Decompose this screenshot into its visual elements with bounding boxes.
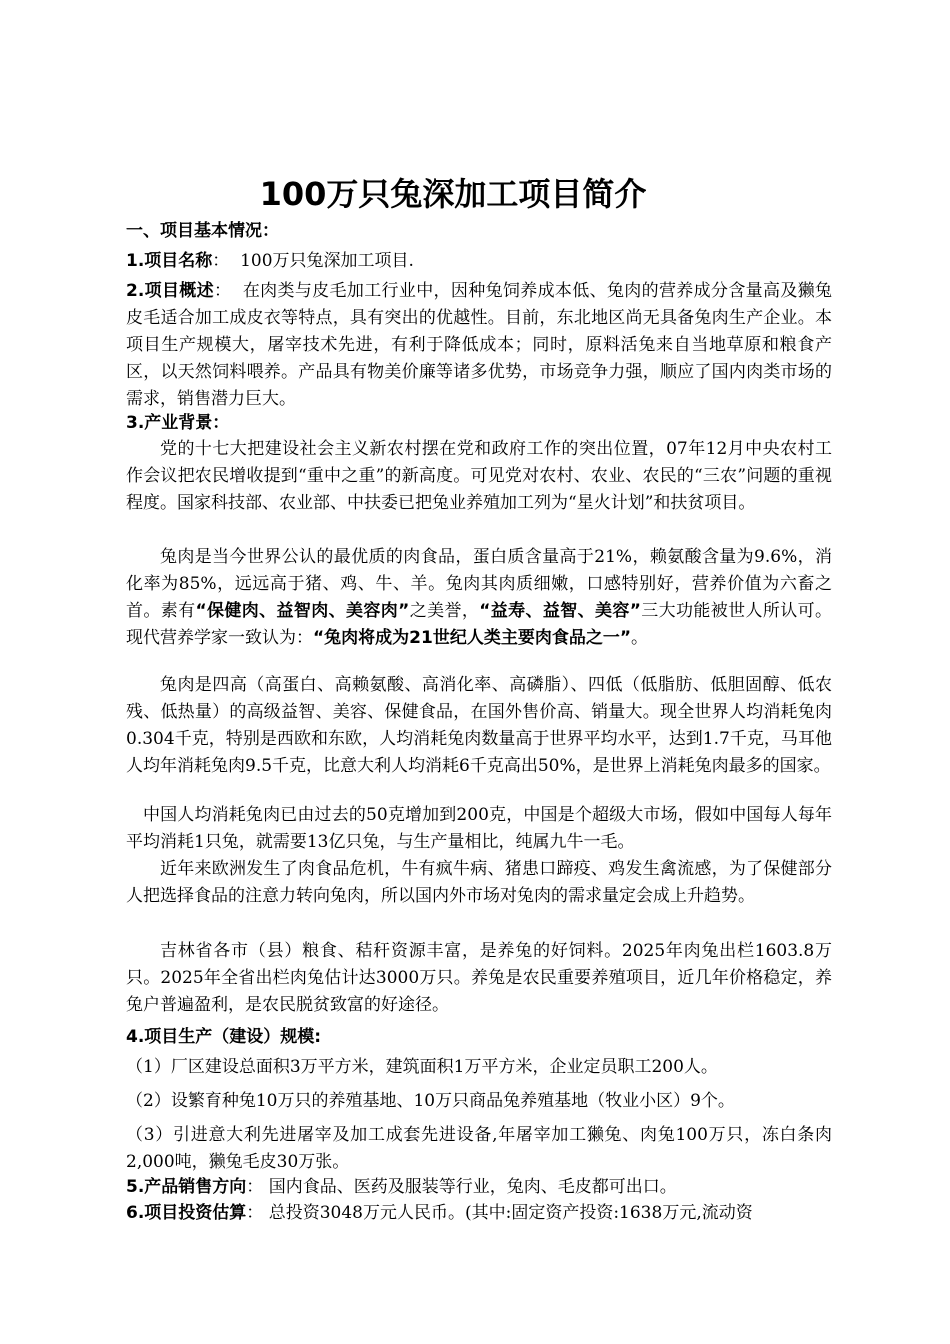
item6-sep: ： [246,1203,264,1223]
item1-text: 100万只兔深加工项目. [240,251,414,271]
item2-sep: ： [213,281,232,301]
page-title: 100万只兔深加工项目简介 [259,175,647,213]
item3-paragraph-2 [126,544,832,652]
item3-paragraph-1: 党的十七大把建设社会主义新农村摆在党和政府工作的突出位置，07年12月中央农村工作会议把农民增收提到“重中之重”的新高度。可见党对农村、农业、农民的“三农”问题的重视程度。国家科技部、农业部、中扶委已把兔业养殖加工列为“星火计划”和扶贫项目。 [126,439,832,513]
section1-heading: 一、项目基本情况： [126,221,279,241]
item2-label: 2.项目概述 [126,281,214,301]
item6-text: 总投资3048万元人民币。(其中:固定资产投资:1638万元,流动资 [268,1203,753,1223]
item4-heading: 4.项目生产（建设）规模: [126,1027,322,1047]
p2-text-d: 三大功能被世人所认可。现代营养学家一致认为： [126,601,833,648]
item3-paragraph-6: 吉林省各市（县）粮食、秸秆资源丰富，是养兔的好饲料。2025年肉兔出栏1603.8万只。2025年全省出栏肉兔估计达3000万只。养兔是农民重要养殖项目，近几年价格稳定，养兔户普遍盈利，是农民脱贫致富的好途径。 [126,941,832,1015]
p2-text-a: 兔肉是当今世界公认的最优质的肉食品，蛋白质含量高于21%，赖氨酸含量为9.6%，消化率为85%，远远高于猪、鸡、牛、羊。兔肉其肉质细嫩，口感特别好，营养价值为六畜之首。素有 [126,547,832,621]
p2-bold-1: “保健肉、益智肉、美容肉” [195,601,410,621]
item1-label: 1.项目名称 [126,251,213,271]
item3-paragraph-3: 兔肉是四高（高蛋白、高赖氨酸、高消化率、高磷脂）、四低（低脂肪、低胆固醇、低农残、低热量）的高级益智、美容、保健食品，在国外售价高、销量大。现全世界人均消耗兔肉0.304千克，特别是西欧和东欧，人均消耗兔肉数量高于世界平均水平，达到1.7千克，马耳他人均年消耗兔肉9.5千克，比意大利人均消耗6千克高出50%，是世界上消耗兔肉最多的国家。 [126,675,832,776]
p2-bold-2: “益寿、益智、美容” [479,601,641,621]
item5-text: 国内食品、医药及服装等行业，兔肉、毛皮都可出口。 [268,1177,677,1197]
item3-paragraph-4: 中国人均消耗兔肉已由过去的50克增加到200克，中国是个超级大市场，假如中国每人每年平均消耗1只兔，就需要13亿只兔，与生产量相比，纯属九牛一毛。 [126,805,832,852]
item1-sep: ： [212,251,230,271]
p2-text-e: 。 [631,628,649,648]
item2-overview [126,278,832,413]
item5-label: 5.产品销售方向 [126,1177,247,1197]
item1-project-name [126,248,832,275]
item5-sales [126,1174,832,1201]
item2-text: 在肉类与皮毛加工行业中，因种兔饲养成本低、兔肉的营养成分含量高及獭兔皮毛适合加工成皮衣等特点，具有突出的优越性。目前，东北地区尚无具备兔肉生产企业。本项目生产规模大，屠宰技术先进，有利于降低成本；同时，原料活兔来自当地草原和粮食产区，以天然饲料喂养。产品具有物美价廉等诸多优势，市场竞争力强，顺应了国内肉类市场的需求，销售潜力巨大。 [126,281,833,409]
item4-line-1: （1）厂区建设总面积3万平方米，建筑面积1万平方米，企业定员职工200人。 [126,1057,718,1077]
item4-line-2: （2）设繁育种兔10万只的养殖基地、10万只商品兔养殖基地（牧业小区）9个。 [126,1091,735,1111]
item3-paragraph-5: 近年来欧洲发生了肉食品危机，牛有疯牛病、猪患口蹄疫、鸡发生禽流感，为了保健部分人把选择食品的注意力转向兔肉，所以国内外市场对兔肉的需求量定会成上升趋势。 [126,859,832,906]
item3-heading: 3.产业背景： [126,413,230,433]
item6-investment [126,1200,832,1227]
p2-bold-3: “兔肉将成为21世纪人类主要肉食品之一” [313,628,632,648]
p2-text-c: 之美誉， [409,601,480,621]
item6-label: 6.项目投资估算 [126,1203,247,1223]
item5-sep: ： [246,1177,264,1197]
item4-line-3: （3）引进意大利先进屠宰及加工成套先进设备,年屠宰加工獭兔、肉兔100万只，冻白条肉2,000吨，獭兔毛皮30万张。 [126,1125,832,1172]
